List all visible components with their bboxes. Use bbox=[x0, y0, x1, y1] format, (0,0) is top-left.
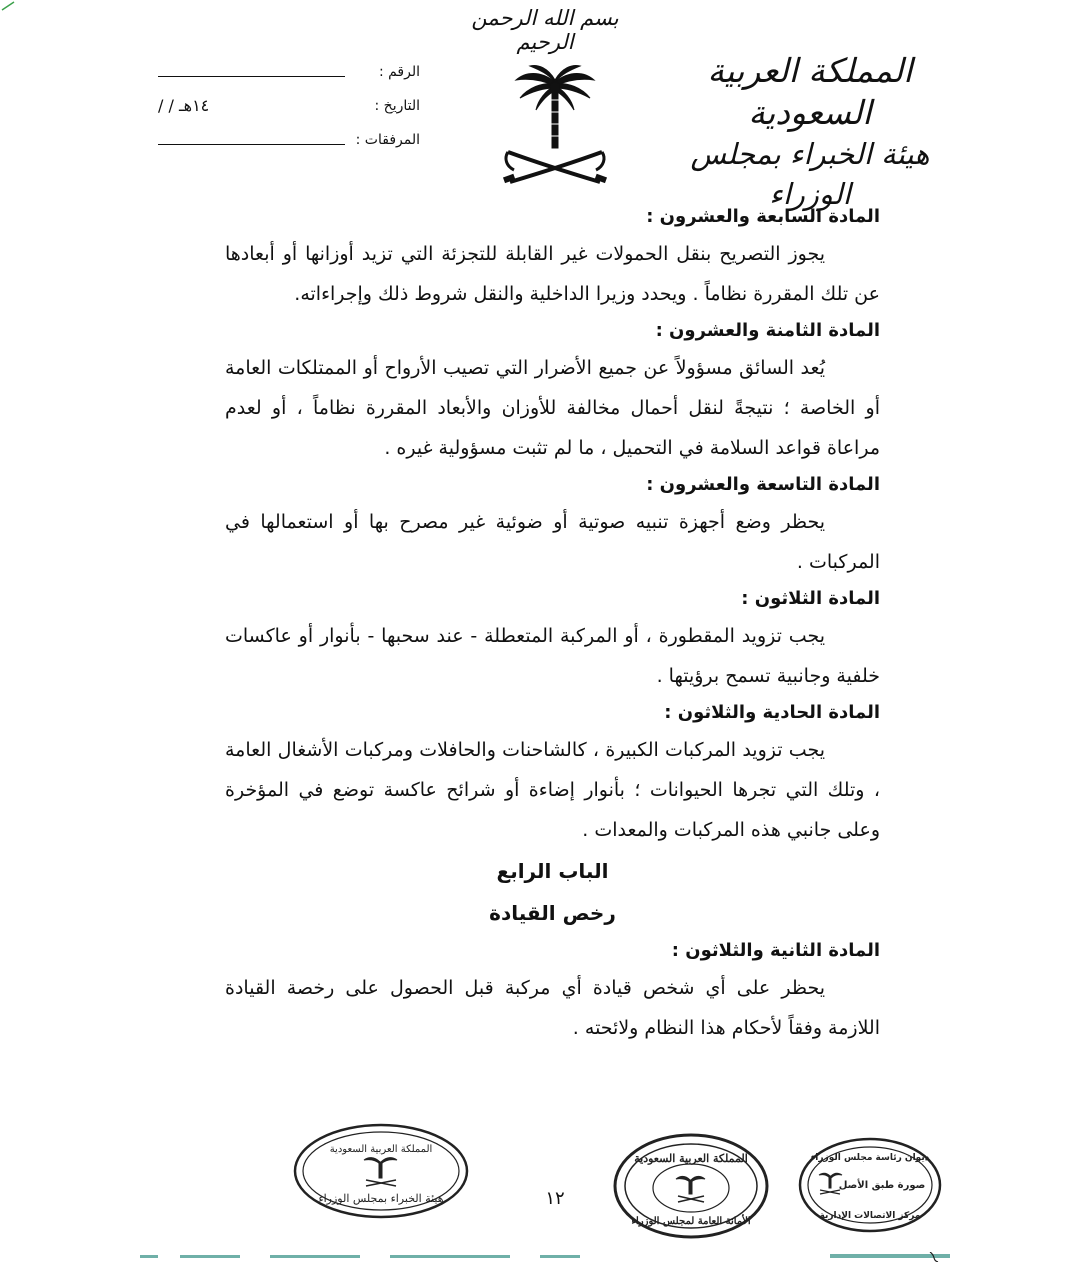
article-text: يجب تزويد المقطورة ، أو المركبة المتعطلة - عند سحبها - بأنوار أو عاكسات خلفية وجانبية تسمح برؤيتها . bbox=[225, 625, 880, 687]
certified-copy-stamp bbox=[798, 1136, 942, 1234]
attachments-line bbox=[158, 144, 345, 145]
page-number: ١٢ bbox=[545, 1188, 565, 1209]
reference-label: الرقم : bbox=[378, 64, 420, 80]
kingdom-name: المملكة العربية السعودية bbox=[707, 51, 913, 132]
saudi-emblem-icon bbox=[500, 60, 610, 188]
attachments-label: المرفقات : bbox=[355, 132, 420, 148]
date-value: / / ١٤هـ bbox=[158, 96, 210, 115]
organization-header bbox=[660, 50, 960, 214]
article-30 bbox=[225, 582, 880, 696]
article-title: المادة الثلاثون : bbox=[741, 588, 880, 609]
article-text: يحظر وضع أجهزة تنبيه صوتية أو ضوئية غير مصرح بها أو استعمالها في المركبات . bbox=[225, 511, 880, 573]
stamp-bottom-text: هيئة الخبراء بمجلس الوزراء bbox=[318, 1192, 444, 1205]
corner-check-mark bbox=[0, 0, 20, 12]
stamp-outer-text: المملكة العربية السعودية bbox=[329, 1144, 433, 1155]
stamp-center-text: صورة طبق الأصل bbox=[838, 1180, 926, 1191]
authority-stamp bbox=[292, 1122, 470, 1220]
article-title: المادة الثانية والثلاثون : bbox=[671, 940, 880, 961]
article-text: يحظر على أي شخص قيادة أي مركبة قبل الحصول على رخصة القيادة اللازمة وفقاً لأحكام هذا النظام ولائحته . bbox=[225, 977, 880, 1039]
chapter-subtitle: رخص القيادة bbox=[489, 901, 616, 925]
article-text: يجب تزويد المركبات الكبيرة ، كالشاحنات والحافلات ومركبات الأشغال العامة ، وتلك التي تجرها الحيوانات ؛ بأنوار إضاءة أو شرائح عاكسة توضع في المؤخرة وعلى جانبي هذه المركبات والمعدات . bbox=[225, 739, 880, 841]
secretariat-stamp bbox=[612, 1132, 770, 1240]
document-body bbox=[225, 200, 880, 1048]
article-text: يُعد السائق مسؤولاً عن جميع الأضرار التي تصيب الأرواح أو الممتلكات العامة أو الخاصة ؛ نتيجةً لنقل أحمال مخالفة للأوزان والأبعاد المقررة نظاماً ، أو لعدم مراعاة قواعد السلامة في التحميل ، ما لم تثبت مسؤولية غيره . bbox=[225, 357, 880, 459]
reference-line bbox=[158, 76, 345, 77]
article-31 bbox=[225, 696, 880, 850]
article-32 bbox=[225, 934, 880, 1048]
basmala: بسم الله الرحمن الرحيم bbox=[471, 6, 619, 54]
stamp-emblem-icon bbox=[364, 1158, 397, 1186]
article-title: المادة السابعة والعشرون : bbox=[646, 206, 880, 227]
chapter-title: الباب الرابع bbox=[496, 859, 609, 883]
stamp-emblem-icon bbox=[676, 1177, 705, 1203]
bottom-edge-strip bbox=[140, 1252, 1000, 1262]
stamp-bottom-text: مركز الاتصالات الإدارية bbox=[819, 1211, 921, 1221]
article-27 bbox=[225, 200, 880, 314]
stamp-outer-text: المملكة العربية السعودية bbox=[634, 1152, 748, 1165]
date-row bbox=[150, 92, 420, 126]
date-label: التاريخ : bbox=[374, 98, 420, 114]
article-title: المادة التاسعة والعشرون : bbox=[646, 474, 880, 495]
reference-row bbox=[150, 58, 420, 92]
attachments-row bbox=[150, 126, 420, 160]
article-29 bbox=[225, 468, 880, 582]
stamp-bottom-text: الأمانة العامة لمجلس الوزراء bbox=[631, 1216, 751, 1227]
article-28 bbox=[225, 314, 880, 468]
stamp-outer-text: ديوان رئاسة مجلس الوزراء bbox=[810, 1153, 930, 1163]
article-title: المادة الحادية والثلاثون : bbox=[664, 702, 880, 723]
article-text: يجوز التصريح بنقل الحمولات غير القابلة للتجزئة التي تزيد أوزانها أو أبعادها عن تلك المقررة نظاماً . ويحدد وزيرا الداخلية والنقل شروط ذلك وإجراءاته. bbox=[225, 243, 880, 305]
authority-name: هيئة الخبراء بمجلس الوزراء bbox=[690, 137, 930, 211]
article-title: المادة الثامنة والعشرون : bbox=[655, 320, 880, 341]
letter-meta bbox=[150, 58, 420, 160]
